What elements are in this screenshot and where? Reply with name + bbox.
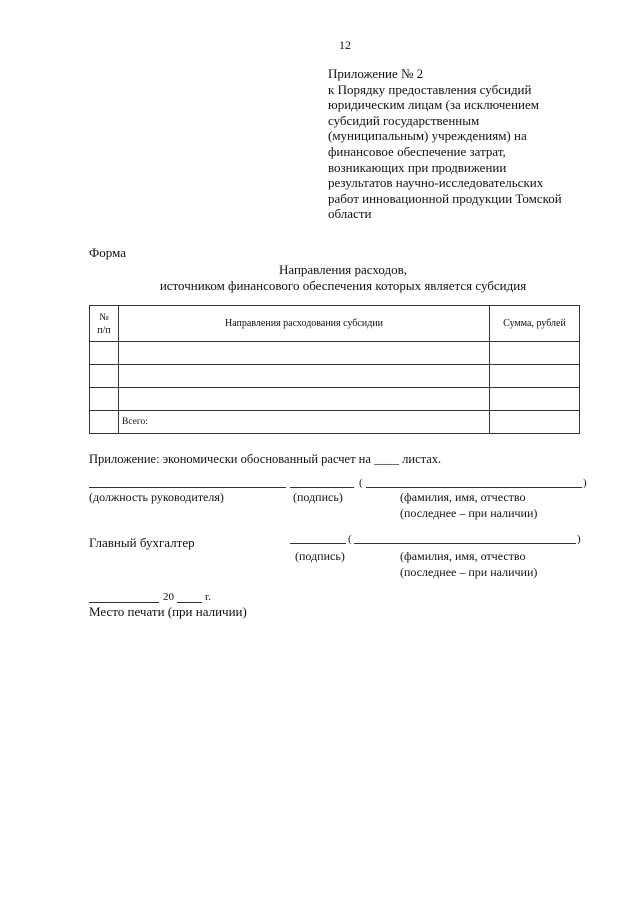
appendix-line: юридическим лицам (за исключением — [328, 97, 539, 113]
date-day-month-line[interactable] — [89, 602, 159, 603]
table-total-row — [90, 411, 580, 434]
appendix-header — [328, 66, 608, 222]
head-signature-line[interactable] — [290, 487, 354, 488]
close-paren: ) — [583, 477, 587, 489]
page-number: 12 — [339, 38, 351, 52]
head-position-label: (должность руководителя) — [89, 490, 224, 504]
total-label: Всего: — [119, 411, 490, 434]
cell-direction[interactable] — [119, 342, 490, 365]
head-name-label: (фамилия, имя, отчество — [400, 490, 526, 504]
date-year-line[interactable] — [177, 602, 202, 603]
document-title — [0, 262, 640, 293]
appendix-line: субсидий государственным — [328, 112, 480, 128]
date-year-prefix: 20 — [163, 591, 174, 603]
head-position-line[interactable] — [89, 487, 286, 488]
attachment-note: Приложение: экономически обоснованный расчет на ____ листах. — [89, 452, 442, 466]
header-direction: Направления расходования субсидии — [119, 306, 490, 342]
appendix-line: к Порядку предоставления субсидий — [328, 81, 532, 97]
cell-number[interactable] — [90, 365, 119, 388]
form-label: Форма — [89, 245, 126, 260]
appendix-line: Приложение № 2 — [328, 66, 424, 81]
open-paren: ( — [348, 533, 352, 545]
cell-number[interactable] — [90, 388, 119, 411]
head-name-note: (последнее – при наличии) — [400, 506, 538, 520]
seal-label: Место печати (при наличии) — [89, 604, 247, 619]
cell-total-amount[interactable] — [490, 411, 580, 434]
close-paren: ) — [577, 533, 581, 545]
cell-amount[interactable] — [490, 342, 580, 365]
head-signature-label: (подпись) — [293, 490, 343, 504]
appendix-line: области — [328, 206, 372, 222]
date-year-suffix: г. — [205, 591, 212, 603]
table-row — [90, 388, 580, 411]
accountant-name-note: (последнее – при наличии) — [400, 565, 538, 579]
cell-amount[interactable] — [490, 388, 580, 411]
appendix-line: возникающих при продвижении — [328, 159, 507, 175]
cell-number[interactable] — [90, 342, 119, 365]
header-amount: Сумма, рублей — [490, 306, 580, 342]
open-paren: ( — [359, 477, 363, 489]
table-row — [90, 342, 580, 365]
appendix-line: (муниципальным) учреждениям) на — [328, 128, 527, 144]
appendix-line: финансовое обеспечение затрат, — [328, 143, 506, 159]
appendix-line: работ инновационной продукции Томской — [328, 190, 562, 206]
title-line-1: Направления расходов, — [278, 262, 408, 277]
cell-direction[interactable] — [119, 365, 490, 388]
cell-number — [90, 411, 119, 434]
appendix-line: результатов научно-исследовательских — [328, 175, 544, 191]
title-line-2: источником финансового обеспечения которых является субсидия — [159, 277, 527, 293]
table-header-row — [90, 306, 580, 342]
cell-amount[interactable] — [490, 365, 580, 388]
accountant-signature-label: (подпись) — [295, 549, 345, 563]
expense-table — [89, 305, 580, 434]
table-row — [90, 365, 580, 388]
accountant-name-label: (фамилия, имя, отчество — [400, 549, 526, 563]
accountant-name-line[interactable] — [354, 543, 576, 544]
header-number: № п/п — [90, 306, 119, 342]
head-name-line[interactable] — [366, 487, 582, 488]
accountant-title: Главный бухгалтер — [89, 535, 195, 550]
accountant-signature-line[interactable] — [290, 543, 346, 544]
cell-direction[interactable] — [119, 388, 490, 411]
